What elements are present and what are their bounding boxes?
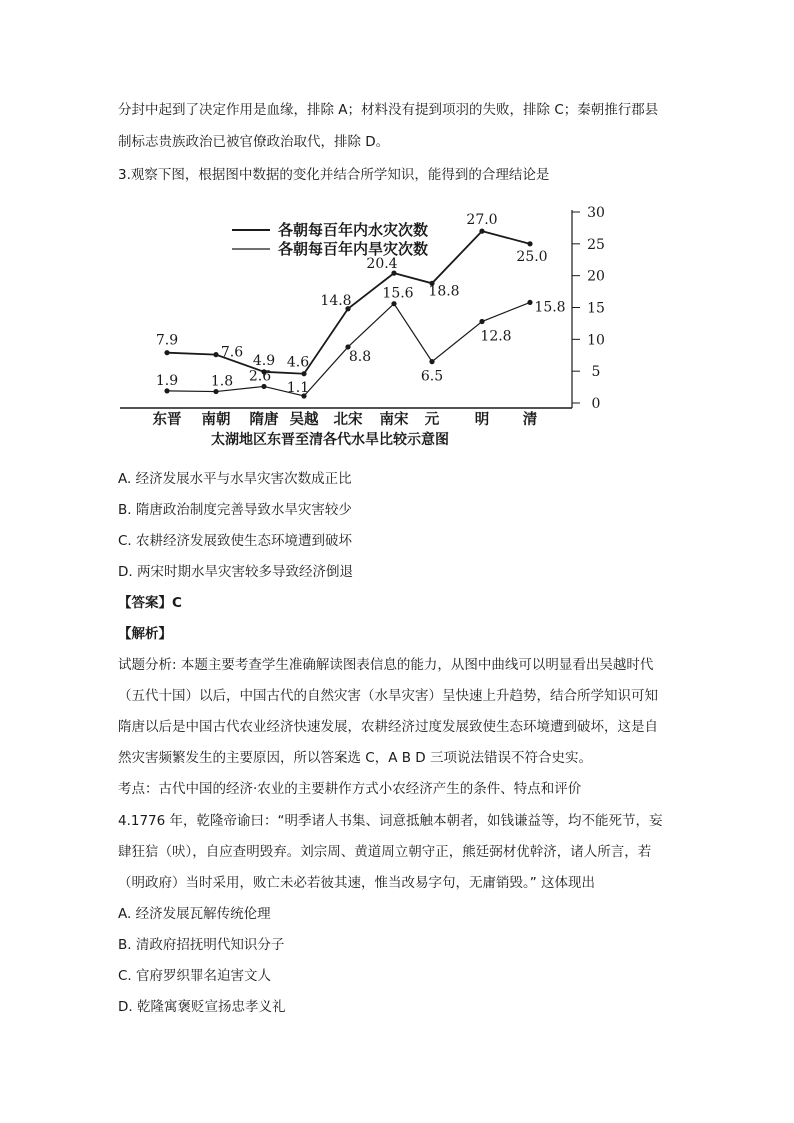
x-tick-label: 隋唐 xyxy=(249,411,279,428)
flood-data-label: 4.9 xyxy=(252,352,276,369)
question-4-option-b: B. 清政府招抚明代知识分子 xyxy=(118,937,285,953)
question-4-stem-line-1: 4.1776 年，乾隆帝谕曰：“明季诸人书集、词意抵触本朝者，如钱谦益等，均不能死节，妄 xyxy=(118,813,663,829)
analysis-line-4: 然灾害频繁发生的主要原因，所以答案选 C，A B D 三项说法错误不符合史实。 xyxy=(118,750,592,766)
y-tick-label: 15 xyxy=(587,300,605,317)
flood-data-label: 7.9 xyxy=(155,332,179,349)
kaodian-line: 考点：古代中国的经济·农业的主要耕作方式小农经济产生的条件、特点和评价 xyxy=(118,781,582,797)
prev-explanation-line-2: 制标志贵族政治已被官僚政治取代，排除 D。 xyxy=(118,134,390,150)
question-4-stem-line-3: （明政府）当时采用，败亡未必若彼其速，惟当改易字句，无庸销毁。” 这体现出 xyxy=(118,875,596,891)
drought-data-point xyxy=(527,300,532,305)
x-tick-label: 东晋 xyxy=(152,411,182,428)
legend-drought-label: 各朝每百年内旱灾次数 xyxy=(278,240,429,258)
drought-data-label: 6.5 xyxy=(420,368,444,385)
drought-data-point xyxy=(429,359,434,364)
y-tick-label: 0 xyxy=(591,396,601,412)
y-tick-label: 30 xyxy=(587,205,605,221)
flood-data-point xyxy=(527,241,532,246)
flood-data-label: 18.8 xyxy=(428,283,460,300)
drought-data-label: 1.1 xyxy=(286,379,310,396)
drought-data-label: 15.6 xyxy=(382,285,414,302)
x-tick-label: 吴越 xyxy=(289,411,319,428)
flood-data-point xyxy=(164,350,169,355)
drought-data-point xyxy=(261,384,266,389)
question-3-option-c: C. 农耕经济发展致使生态环境遭到破坏 xyxy=(118,533,353,549)
drought-data-label: 8.8 xyxy=(348,348,372,365)
x-tick-label: 南朝 xyxy=(201,411,231,428)
x-tick-label: 北宋 xyxy=(333,411,363,428)
chart-title: 太湖地区东晋至清各代水旱比较示意图 xyxy=(211,432,449,448)
flood-data-label: 20.4 xyxy=(366,256,398,273)
question-3-option-b: B. 隋唐政治制度完善导致水旱灾害较少 xyxy=(118,502,352,518)
x-tick-label: 元 xyxy=(424,411,440,428)
analysis-line-3: 隋唐以后是中国古代农业经济快速发展，农耕经济过度发展致使生态环境遭到破坏，这是自 xyxy=(118,719,658,735)
analysis-line-2: （五代十国）以后，中国古代的自然灾害（水旱灾害）呈快速上升趋势，结合所学知识可知 xyxy=(118,688,658,704)
question-3-option-d: D. 两宋时期水旱灾害较多导致经济倒退 xyxy=(118,564,353,580)
y-tick-label: 20 xyxy=(587,268,605,285)
drought-data-label: 15.8 xyxy=(534,299,566,316)
legend-flood-label: 各朝每百年内水灾次数 xyxy=(278,221,429,239)
question-3-stem: 3.观察下图，根据图中数据的变化并结合所学知识，能得到的合理结论是 xyxy=(118,167,550,183)
analysis-heading: 【解析】 xyxy=(118,626,172,642)
drought-data-point xyxy=(164,388,169,393)
drought-data-label: 1.9 xyxy=(155,372,179,389)
answer-label: 【答案】C xyxy=(118,595,182,611)
flood-drought-line-chart xyxy=(112,196,652,454)
x-tick-label: 明 xyxy=(474,411,490,428)
y-tick-label: 10 xyxy=(587,332,605,349)
flood-data-label: 25.0 xyxy=(516,248,548,265)
flood-data-point xyxy=(213,352,218,357)
drought-data-label: 12.8 xyxy=(480,328,512,345)
question-4-option-c: C. 官府罗织罪名迫害文人 xyxy=(118,968,272,984)
drought-data-point xyxy=(391,301,396,306)
flood-data-label: 14.8 xyxy=(320,292,352,309)
flood-data-point xyxy=(479,229,484,234)
flood-data-point xyxy=(301,371,306,376)
x-tick-label: 清 xyxy=(522,411,538,428)
flood-data-label: 27.0 xyxy=(466,212,498,229)
x-tick-label: 南宋 xyxy=(379,411,409,428)
legend xyxy=(232,221,428,258)
flood-data-label: 4.6 xyxy=(286,354,310,371)
drought-data-point xyxy=(479,319,484,324)
prev-explanation-line-1: 分封中起到了决定作用是血缘，排除 A；材料没有提到项羽的失败，排除 C；秦朝推行郡县 xyxy=(118,102,659,118)
y-tick-label: 25 xyxy=(587,236,605,253)
question-4-option-a: A. 经济发展瓦解传统伦理 xyxy=(118,906,271,922)
flood-data-label: 7.6 xyxy=(220,344,244,361)
question-4-stem-line-2: 肆狂狺（吠），自应查明毁弃。刘宗周、黄道周立朝守正，熊廷弼材优幹济，诸人所言，若 xyxy=(118,844,652,860)
question-3-option-a: A. 经济发展水平与水旱灾害次数成正比 xyxy=(118,471,352,487)
analysis-line-1: 试题分析: 本题主要考查学生准确解读图表信息的能力，从图中曲线可以明显看出吴越时代 xyxy=(118,657,654,673)
drought-data-label: 1.8 xyxy=(210,373,234,390)
drought-data-point xyxy=(213,389,218,394)
drought-data-label: 2.6 xyxy=(248,368,272,385)
question-4-option-d: D. 乾隆寓褒贬宣扬忠孝义礼 xyxy=(118,999,286,1015)
y-tick-label: 5 xyxy=(591,364,601,381)
